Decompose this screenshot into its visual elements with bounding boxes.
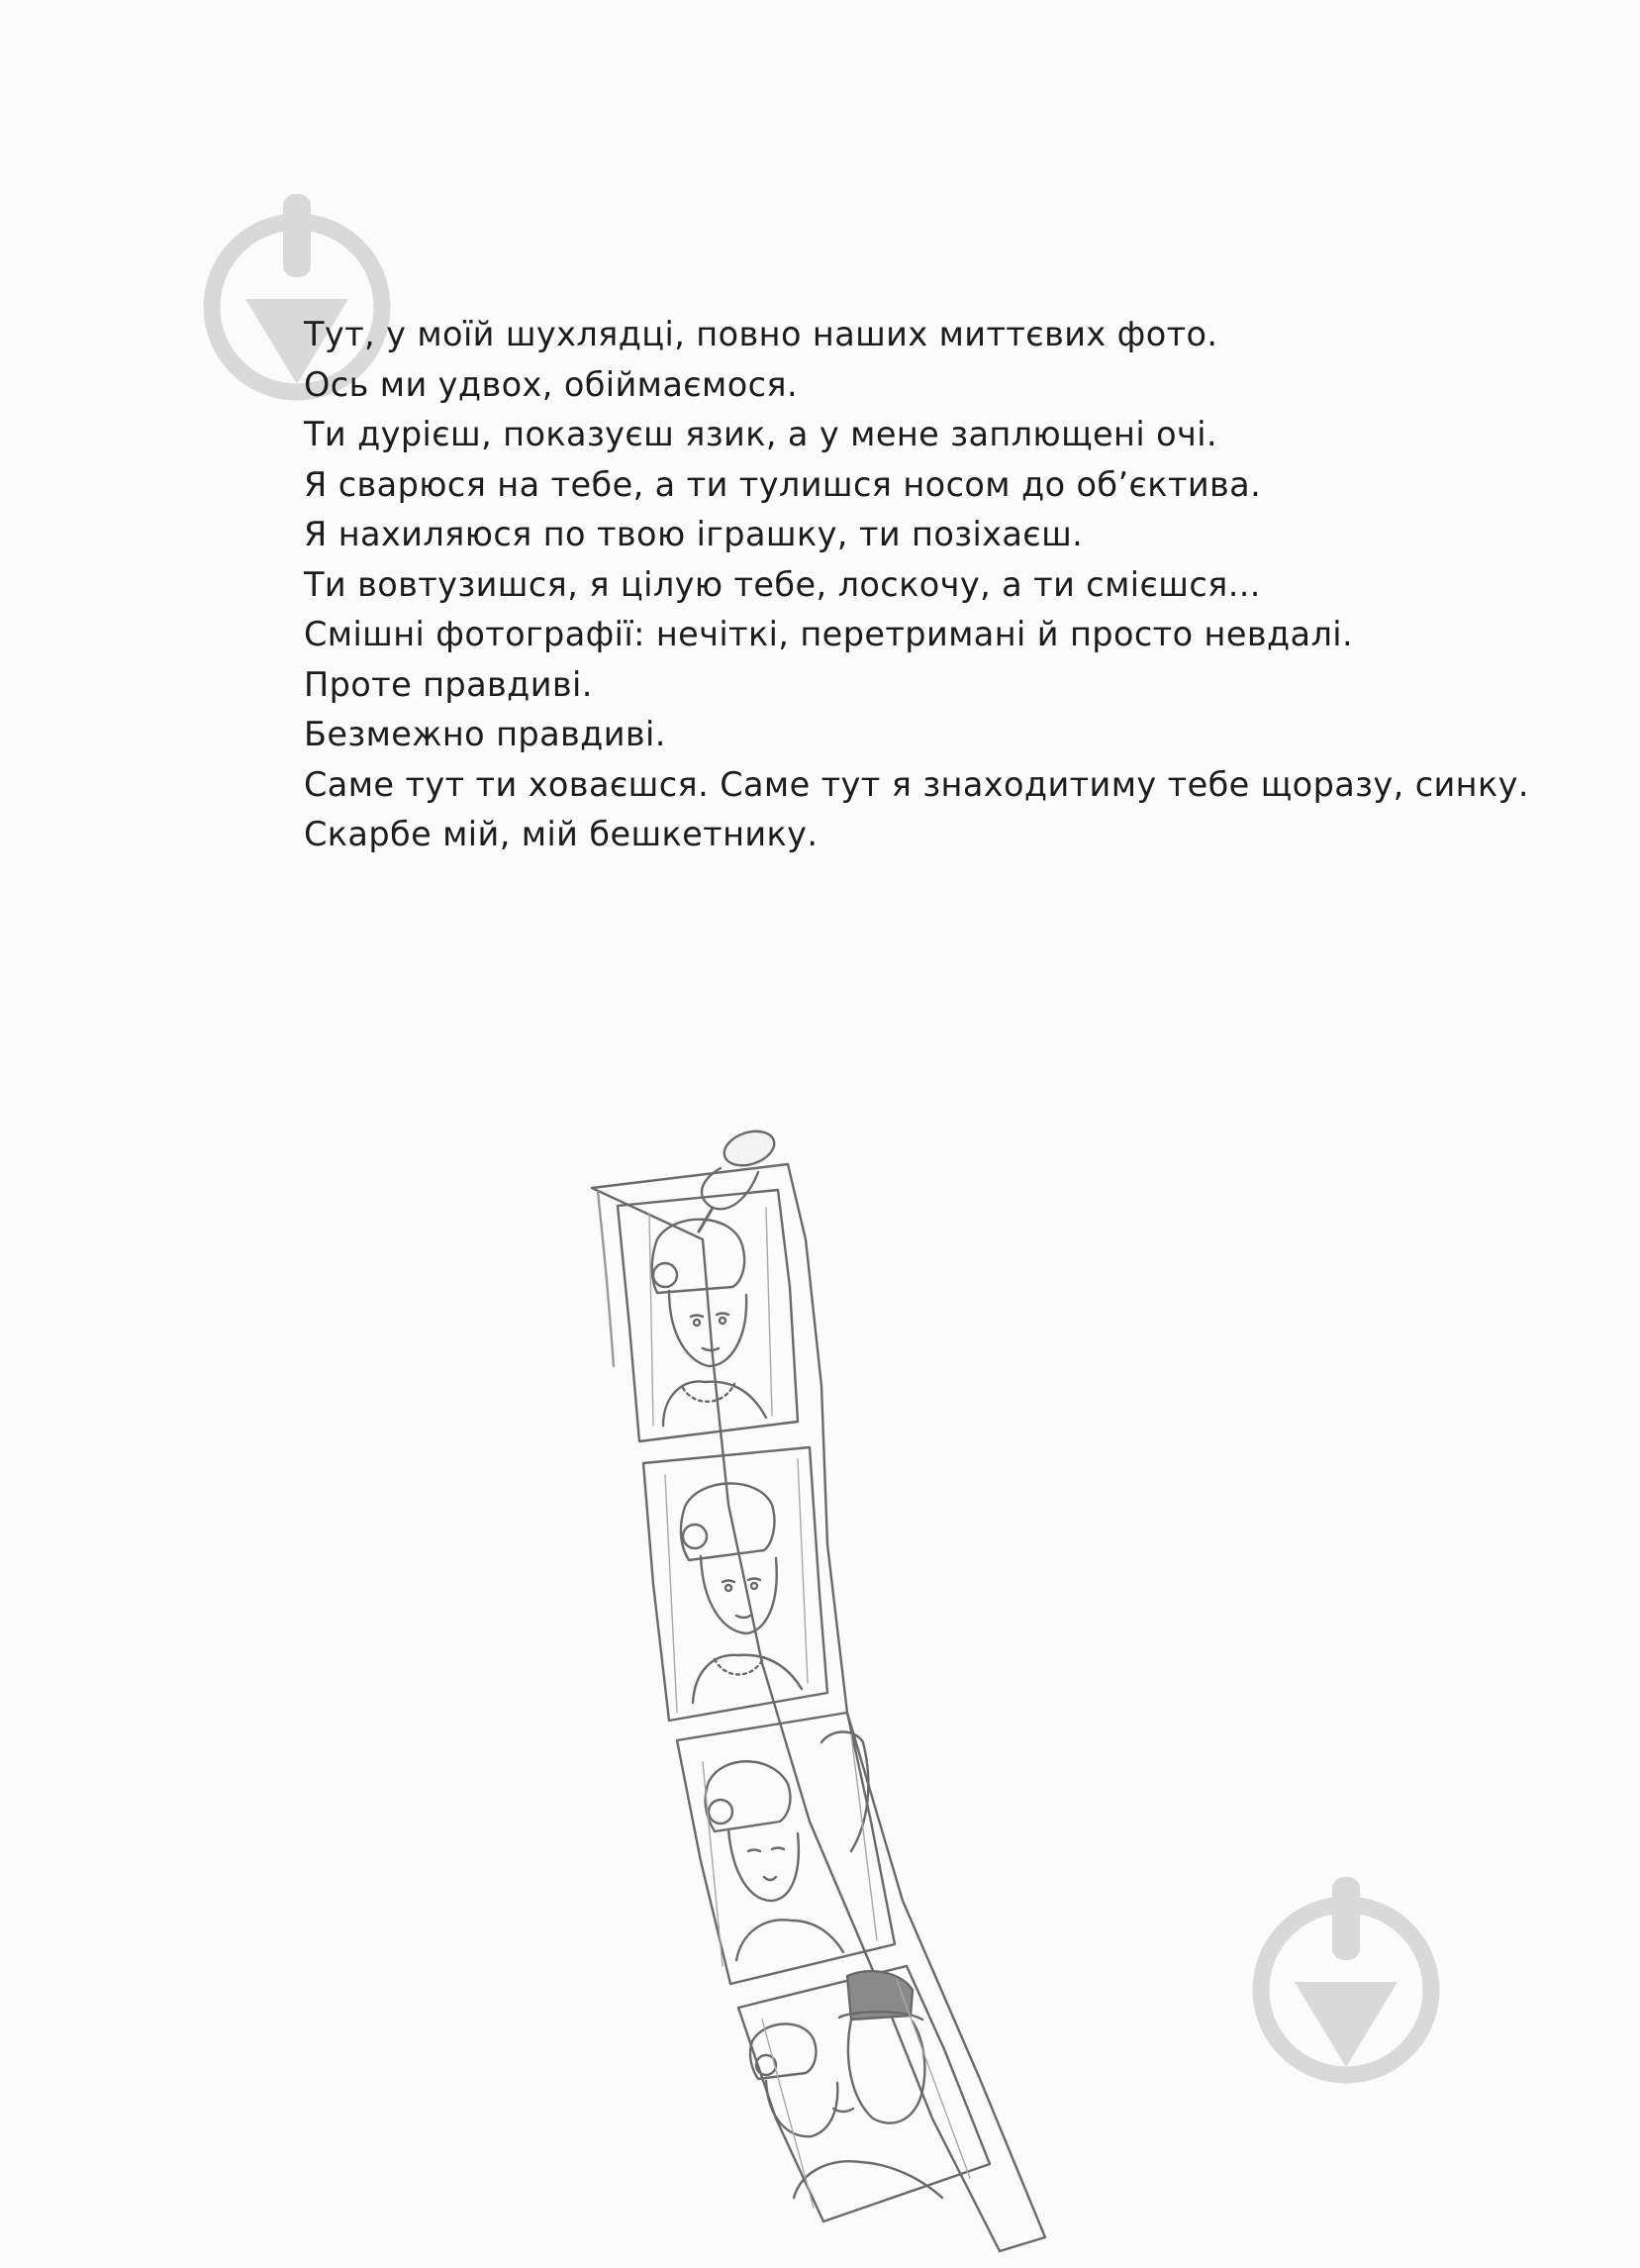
text-line: Ти дурієш, показуєш язик, а у мене заплющені очі.	[304, 415, 1217, 453]
text-line: Безмежно правдиві.	[304, 715, 666, 753]
text-line: Ти вовтузишся, я цілую тебе, лоскочу, а ти смієшся...	[304, 564, 1261, 604]
text-line: Я нахиляюся по твою іграшку, ти позіхаєш.	[304, 515, 1084, 553]
photo-frame-2	[643, 1447, 827, 1721]
photo-strip-illustration	[554, 1129, 1069, 2257]
story-text	[304, 310, 1529, 860]
text-line: Я сварюся на тебе, а ти тулишся носом до об’єктива.	[304, 464, 1262, 504]
photo-frame-1	[618, 1190, 798, 1441]
text-line: Проте правдиві.	[304, 664, 593, 704]
text-line: Ось ми удвох, обіймаємося.	[304, 364, 799, 404]
text-line: Саме тут ти ховаєшся. Саме тут я знаходитиму тебе щоразу, синку.	[304, 764, 1529, 804]
text-line: Скарбе мій, мій бешкетнику.	[304, 815, 819, 853]
text-line: Тут, у моїй шухлядці, повно наших миттєвих фото.	[304, 315, 1218, 353]
photo-frame-4	[738, 1966, 990, 2221]
text-line: Смішні фотографії: нечіткі, перетримані й просто невдалі.	[304, 615, 1354, 653]
watermark-bottom-icon	[1247, 1871, 1445, 2089]
